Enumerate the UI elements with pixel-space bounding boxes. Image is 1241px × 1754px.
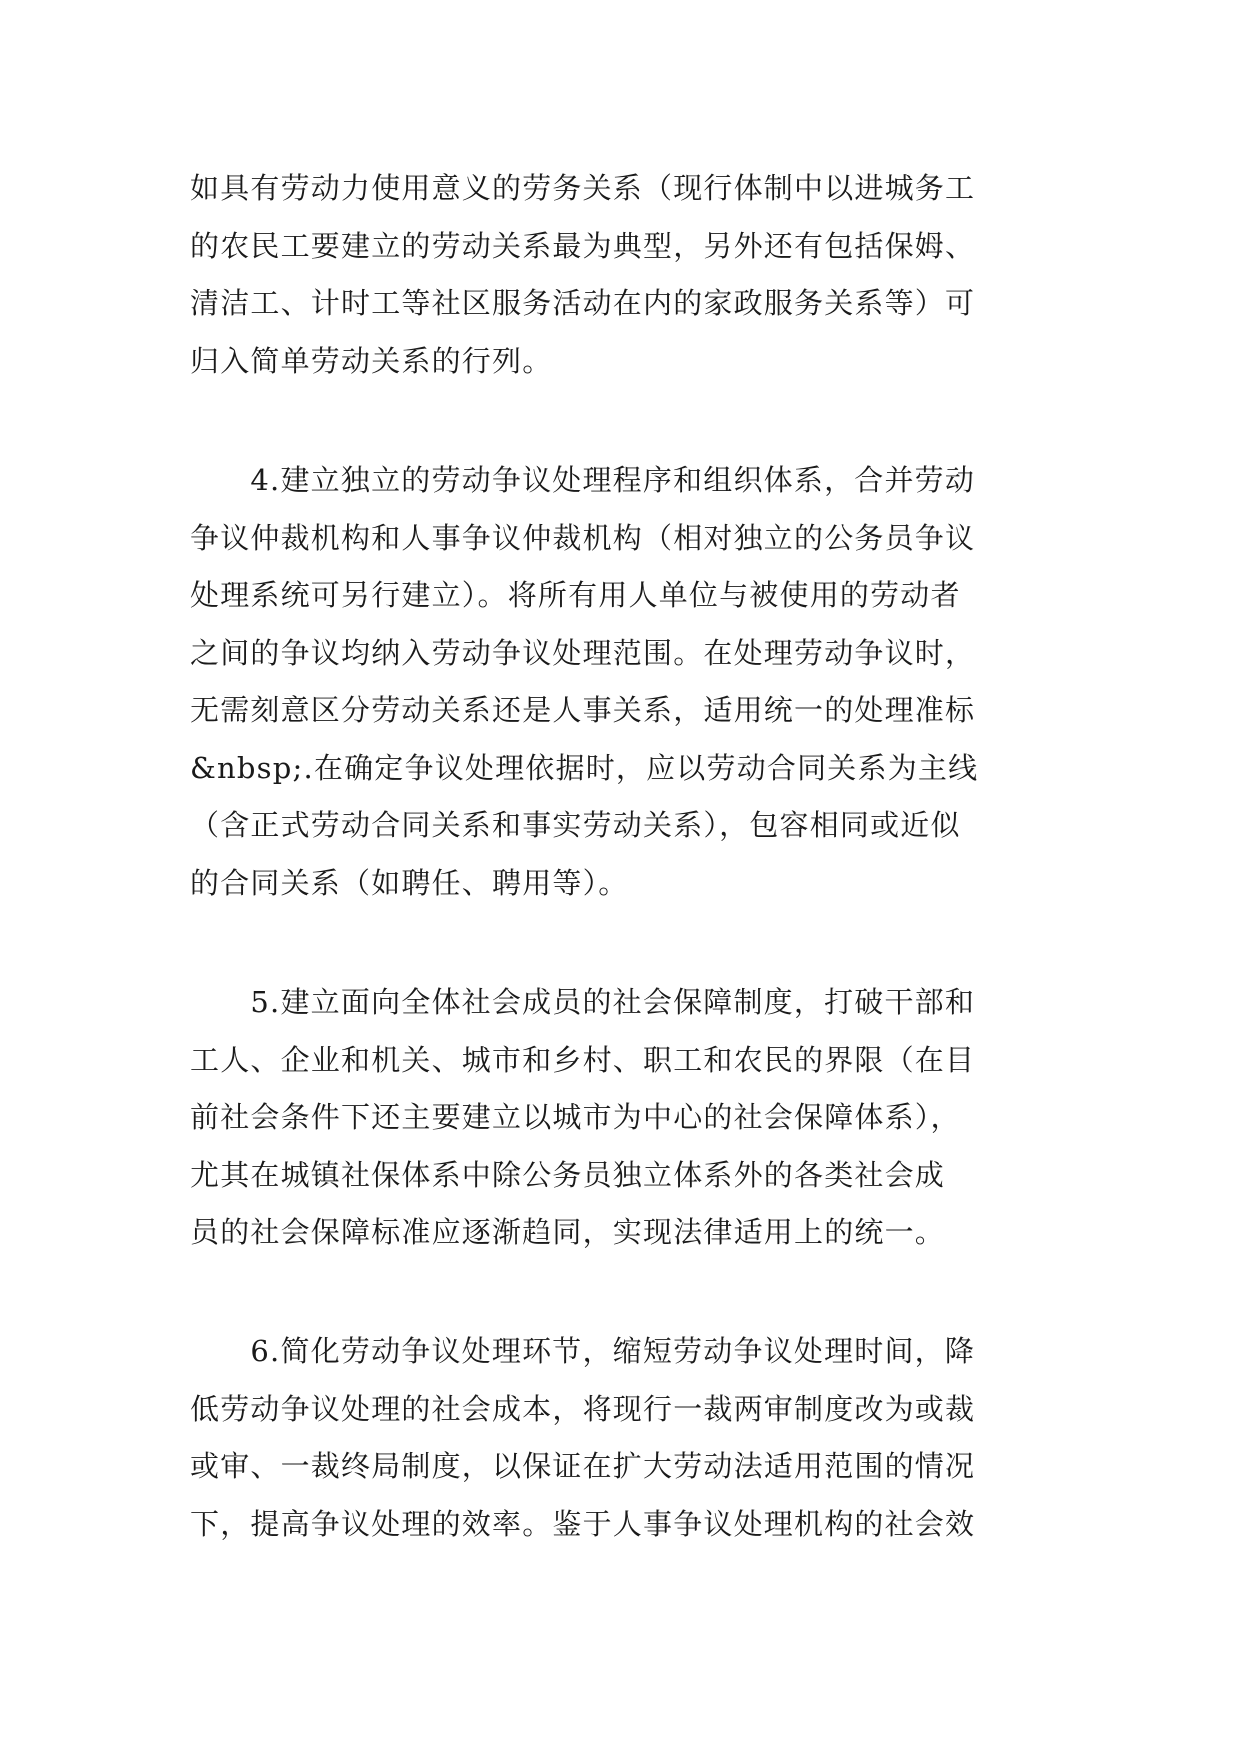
text-line: 如具有劳动力使用意义的劳务关系（现行体制中以进城务工 [190, 171, 976, 205]
text-line: 之间的争议均纳入劳动争议处理范围。在处理劳动争议时， [190, 635, 976, 670]
text-line: 下，提高争议处理的效率。鉴于人事争议处理机构的社会效 [190, 1506, 976, 1541]
text-line: 5.建立面向全体社会成员的社会保障制度，打破干部和 [190, 985, 976, 1019]
text-line: 清洁工、计时工等社区服务活动在内的家政服务关系等）可 [190, 286, 976, 320]
text-line: 或审、一裁终局制度，以保证在扩大劳动法适用范围的情况 [190, 1449, 976, 1483]
text-line: 前社会条件下还主要建立以城市为中心的社会保障体系）， [190, 1100, 961, 1134]
text-line: 的合同关系（如聘任、聘用等）。 [190, 865, 629, 900]
text-line: 工人、企业和机关、城市和乡村、职工和农民的界限（在目 [190, 1042, 976, 1077]
text-line: 员的社会保障标准应逐渐趋同，实现法律适用上的统一。 [190, 1215, 946, 1249]
paragraph-item-6 [190, 1323, 1060, 1553]
text-line: 尤其在城镇社保体系中除公务员独立体系外的各类社会成 [190, 1157, 946, 1192]
text-line: 4.建立独立的劳动争议处理程序和组织体系，合并劳动 [190, 463, 976, 497]
paragraph-item-5 [190, 974, 1060, 1262]
text-line: 处理系统可另行建立）。将所有用人单位与被使用的劳动者 [190, 578, 961, 612]
paragraph-item-4 [190, 452, 1060, 912]
text-line: 争议仲裁机构和人事争议仲裁机构（相对独立的公务员争议 [190, 520, 976, 555]
text-line: 低劳动争议处理的社会成本，将现行一裁两审制度改为或裁 [190, 1391, 976, 1426]
text-line: （含正式劳动合同关系和事实劳动关系），包容相同或近似 [190, 808, 961, 842]
text-line: 的农民工要建立的劳动关系最为典型，另外还有包括保姆、 [190, 228, 976, 263]
text-line: 6.简化劳动争议处理环节，缩短劳动争议处理时间，降 [190, 1334, 976, 1368]
text-line: 无需刻意区分劳动关系还是人事关系，适用统一的处理准标 [190, 693, 976, 727]
text-line: &nbsp;.在确定争议处理依据时，应以劳动合同关系为主线 [190, 750, 979, 785]
paragraph-household-service-relations [190, 160, 1060, 390]
text-line: 归入简单劳动关系的行列。 [190, 343, 553, 378]
